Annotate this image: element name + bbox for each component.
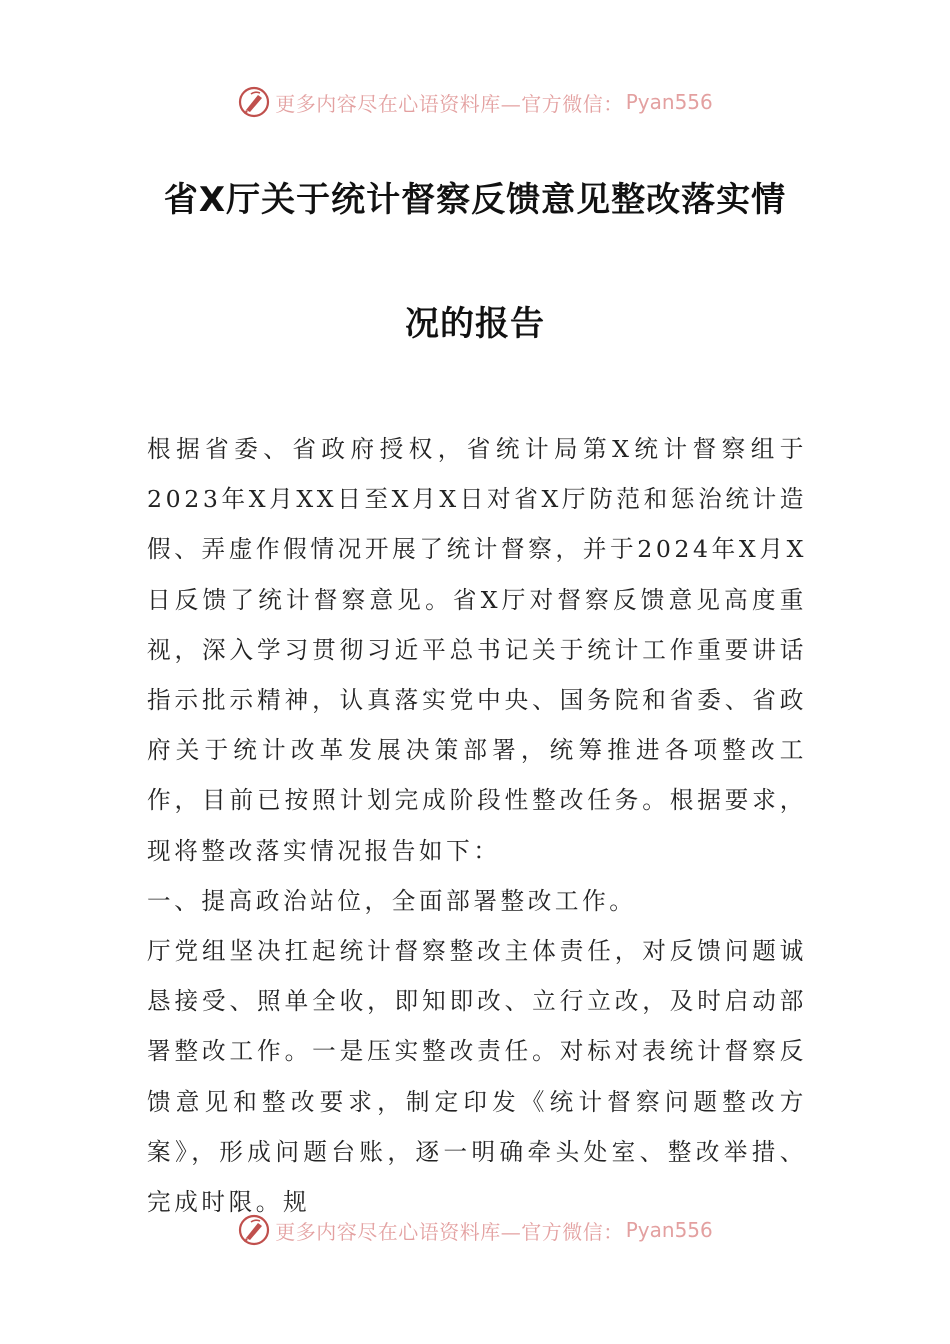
document-title-line-2: 况的报告 [405, 304, 545, 344]
paragraph: 根据省委、省政府授权，省统计局第X统计督察组于2023年X月XX日至X月X日对省X厅防范和惩治统计造假、弄虚作假情况开展了统计督察，并于2024年X月X日反馈了统计督察意见。省X厅对督察反馈意见高度重视，深入学习贯彻习近平总书记关于统计工作重要讲话指示批示精神，认真落实党中央、国务院和省委、省政府关于统计改革发展决策部署，统筹推进各项整改工作，目前已按照计划完成阶段性整改任务。根据要求，现将整改落实情况报告如下： [147, 435, 807, 865]
header-watermark [0, 82, 950, 122]
pen-nib-icon [237, 85, 271, 119]
footer-watermark [0, 1210, 950, 1250]
watermark-text: 更多内容尽在心语资料库—官方微信： [275, 1219, 624, 1244]
watermark-wechat-id: Pyan556 [625, 90, 713, 114]
watermark-text: 更多内容尽在心语资料库—官方微信： [275, 91, 624, 116]
document-body [147, 424, 807, 1227]
pen-nib-icon [237, 1213, 271, 1247]
paragraph: 厅党组坚决扛起统计督察整改主体责任，对反馈问题诚恳接受、照单全收，即知即改、立行立改，及时启动部署整改工作。一是压实整改责任。对标对表统计督察反馈意见和整改要求，制定印发《统计督察问题整改方案》，形成问题台账，逐一明确牵头处室、整改举措、完成时限。规 [147, 937, 807, 1217]
section-heading: 一、提高政治站位，全面部署整改工作。 [147, 886, 637, 915]
document-title-line-1: 省X厅关于统计督察反馈意见整改落实情 [163, 180, 787, 220]
watermark-wechat-id: Pyan556 [625, 1218, 713, 1242]
